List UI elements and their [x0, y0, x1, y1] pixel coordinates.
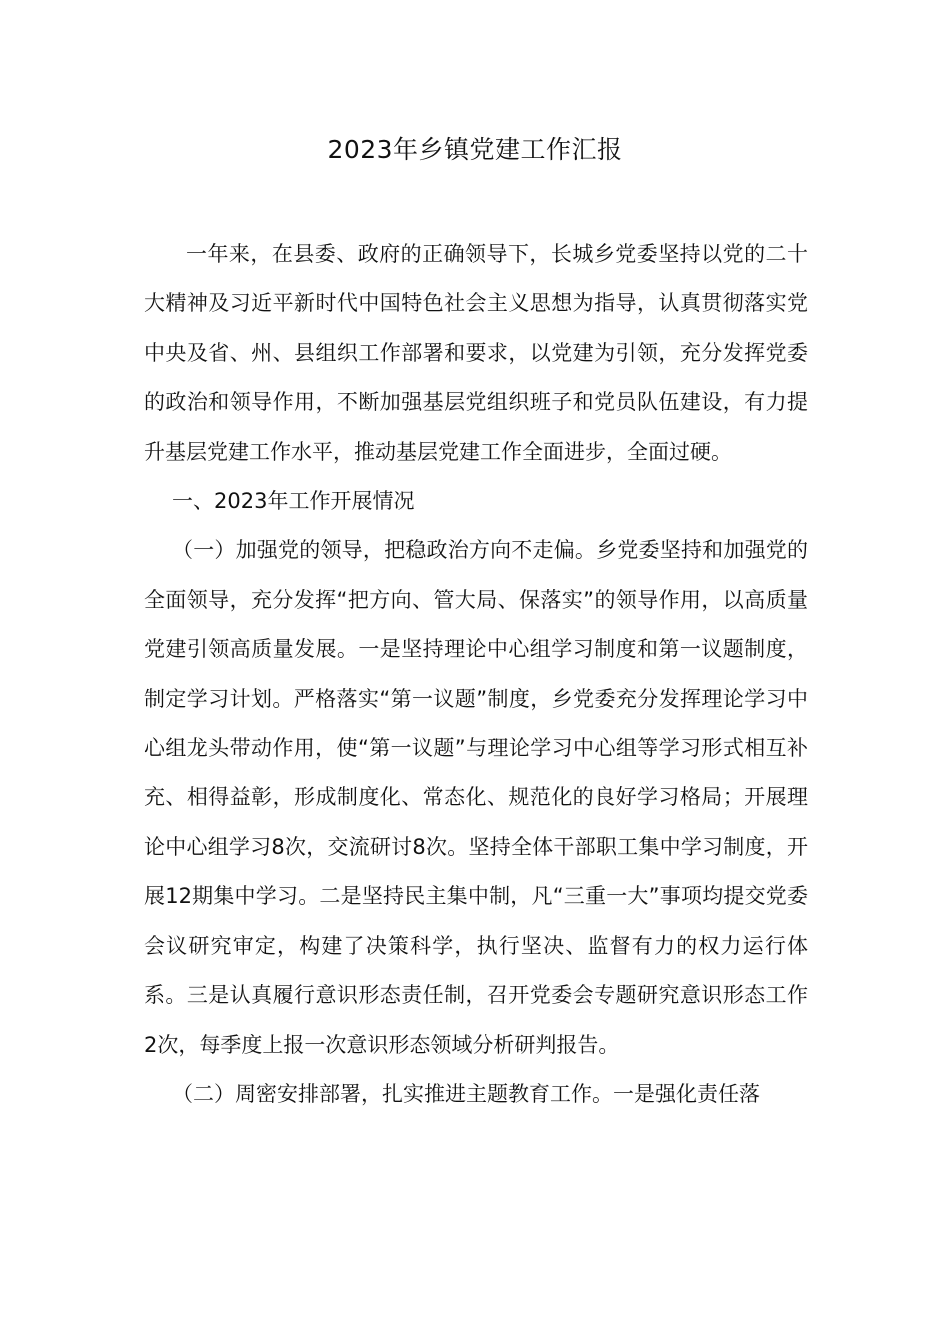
section-heading: 一、2023年工作开展情况	[172, 489, 415, 514]
subsection-paragraph-2: （二）周密安排部署，扎实推进主题教育工作。一是强化责任落	[172, 1081, 760, 1106]
intro-paragraph: 一年来，在县委、政府的正确领导下，长城乡党委坚持以党的二十大精神及习近平新时代中国特色社会主义思想为指导，认真贯彻落实党中央及省、州、县组织工作部署和要求，以党建为引领，充分发挥党委的政治和领导作用，不断加强基层党组织班子和党员队伍建设，有力提升基层党建工作水平，推动基层党建工作全面进步，全面过硬。	[144, 242, 808, 464]
subsection-paragraph-1: （一）加强党的领导，把稳政治方向不走偏。乡党委坚持和加强党的全面领导，充分发挥“把方向、管大局、保落实”的领导作用，以高质量党建引领高质量发展。一是坚持理论中心组学习制度和第一议题制度，制定学习计划。严格落实“第一议题”制度，乡党委充分发挥理论学习中心组龙头带动作用，使“第一议题”与理论学习中心组等学习形式相互补充、相得益彰，形成制度化、常态化、规范化的良好学习格局；开展理论中心组学习8次，交流研讨8次。坚持全体干部职工集中学习制度，开展12期集中学习。二是坚持民主集中制，凡“三重一大”事项均提交党委会议研究审定，构建了决策科学，执行坚决、监督有力的权力运行体系。三是认真履行意识形态责任制，召开党委会专题研究意识形态工作2次，每季度上报一次意识形态领域分析研判报告。	[144, 538, 808, 1057]
document-body	[144, 230, 808, 1119]
document-title: 2023年乡镇党建工作汇报	[327, 135, 623, 164]
